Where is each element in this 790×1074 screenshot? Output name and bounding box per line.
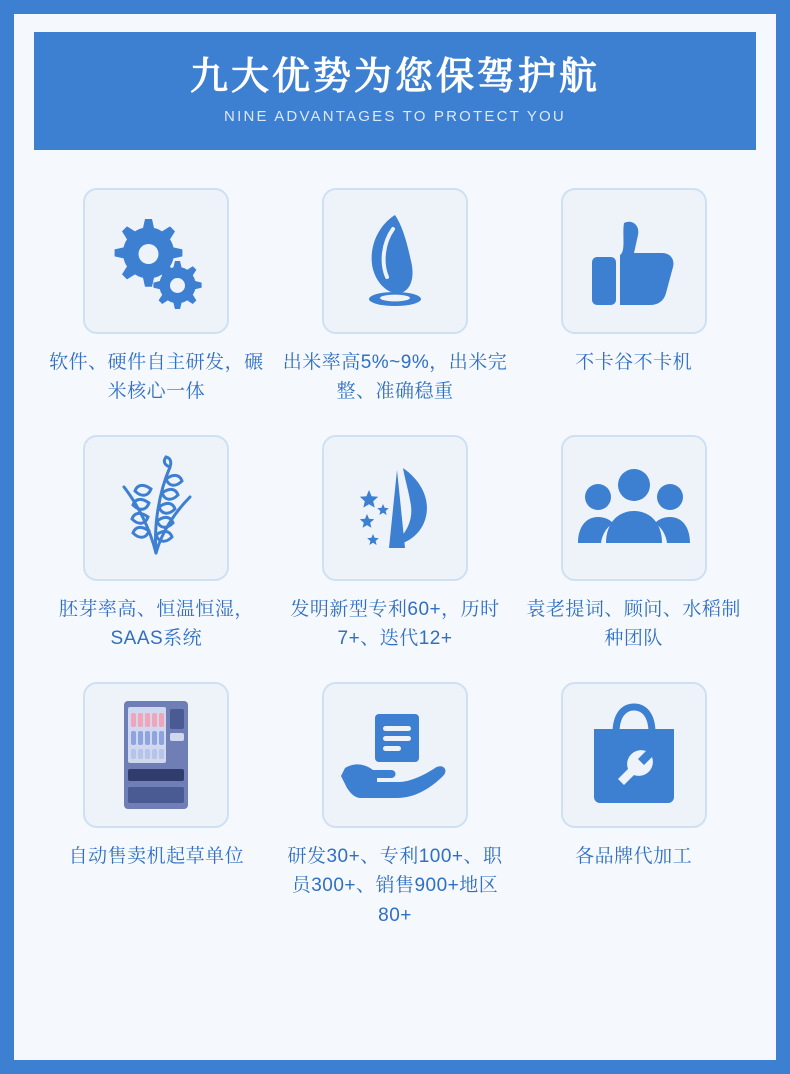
advantage-caption: 不卡谷不卡机: [575, 352, 693, 373]
team-people-icon: [578, 465, 690, 551]
advantage-caption: 发明新型专利60+，历时7+、迭代12+: [290, 598, 500, 650]
thumbs-up-icon: [580, 211, 688, 311]
vending-machine-icon: [118, 699, 194, 811]
advantage-caption: 研发30+、专利100+、职员300+、销售900+地区80+: [287, 845, 503, 926]
hand-document-icon: [339, 710, 451, 800]
advantage-item: [281, 435, 510, 654]
icon-box: [322, 188, 468, 334]
advantage-item: [519, 682, 748, 930]
icon-box: [561, 682, 707, 828]
icon-box: [83, 682, 229, 828]
advantage-caption: 软件、硬件自主研发，碾米核心一体: [49, 352, 264, 403]
icon-box: [561, 188, 707, 334]
advantage-caption: 袁老提词、顾问、水稻制种团队: [526, 598, 741, 650]
wheat-ear-icon: [104, 453, 208, 563]
icon-box: [83, 435, 229, 581]
page-subtitle: NINE ADVANTAGES TO PROTECT YOU: [224, 108, 566, 126]
advantage-item: [42, 682, 271, 930]
rice-grain-icon: [345, 209, 445, 313]
icon-box: [322, 682, 468, 828]
advantage-item: [519, 435, 748, 654]
advantage-item: [281, 682, 510, 930]
advantage-caption: 胚芽率高、恒温恒湿，SAAS系统: [58, 598, 254, 650]
icon-box: [83, 188, 229, 334]
advantage-item: [281, 188, 510, 407]
icon-box: [561, 435, 707, 581]
advantage-caption: 自动售卖机起草单位: [68, 845, 245, 867]
gears-icon: [101, 213, 211, 309]
advantage-item: [42, 435, 271, 654]
advantage-caption: 各品牌代加工: [575, 845, 693, 867]
bag-wrench-icon: [584, 703, 684, 807]
poster-inner: [14, 14, 776, 1060]
page-title: 九大优势为您保驾护航: [189, 55, 600, 98]
poster-header: [34, 32, 756, 150]
patent-star-icon: [343, 456, 447, 560]
advantage-caption: 出米率高5%~9%，出米完整、准确稳重: [282, 352, 508, 403]
advantage-item: [519, 188, 748, 407]
advantage-item: [42, 188, 271, 407]
icon-box: [322, 435, 468, 581]
advantages-grid: [42, 188, 748, 930]
